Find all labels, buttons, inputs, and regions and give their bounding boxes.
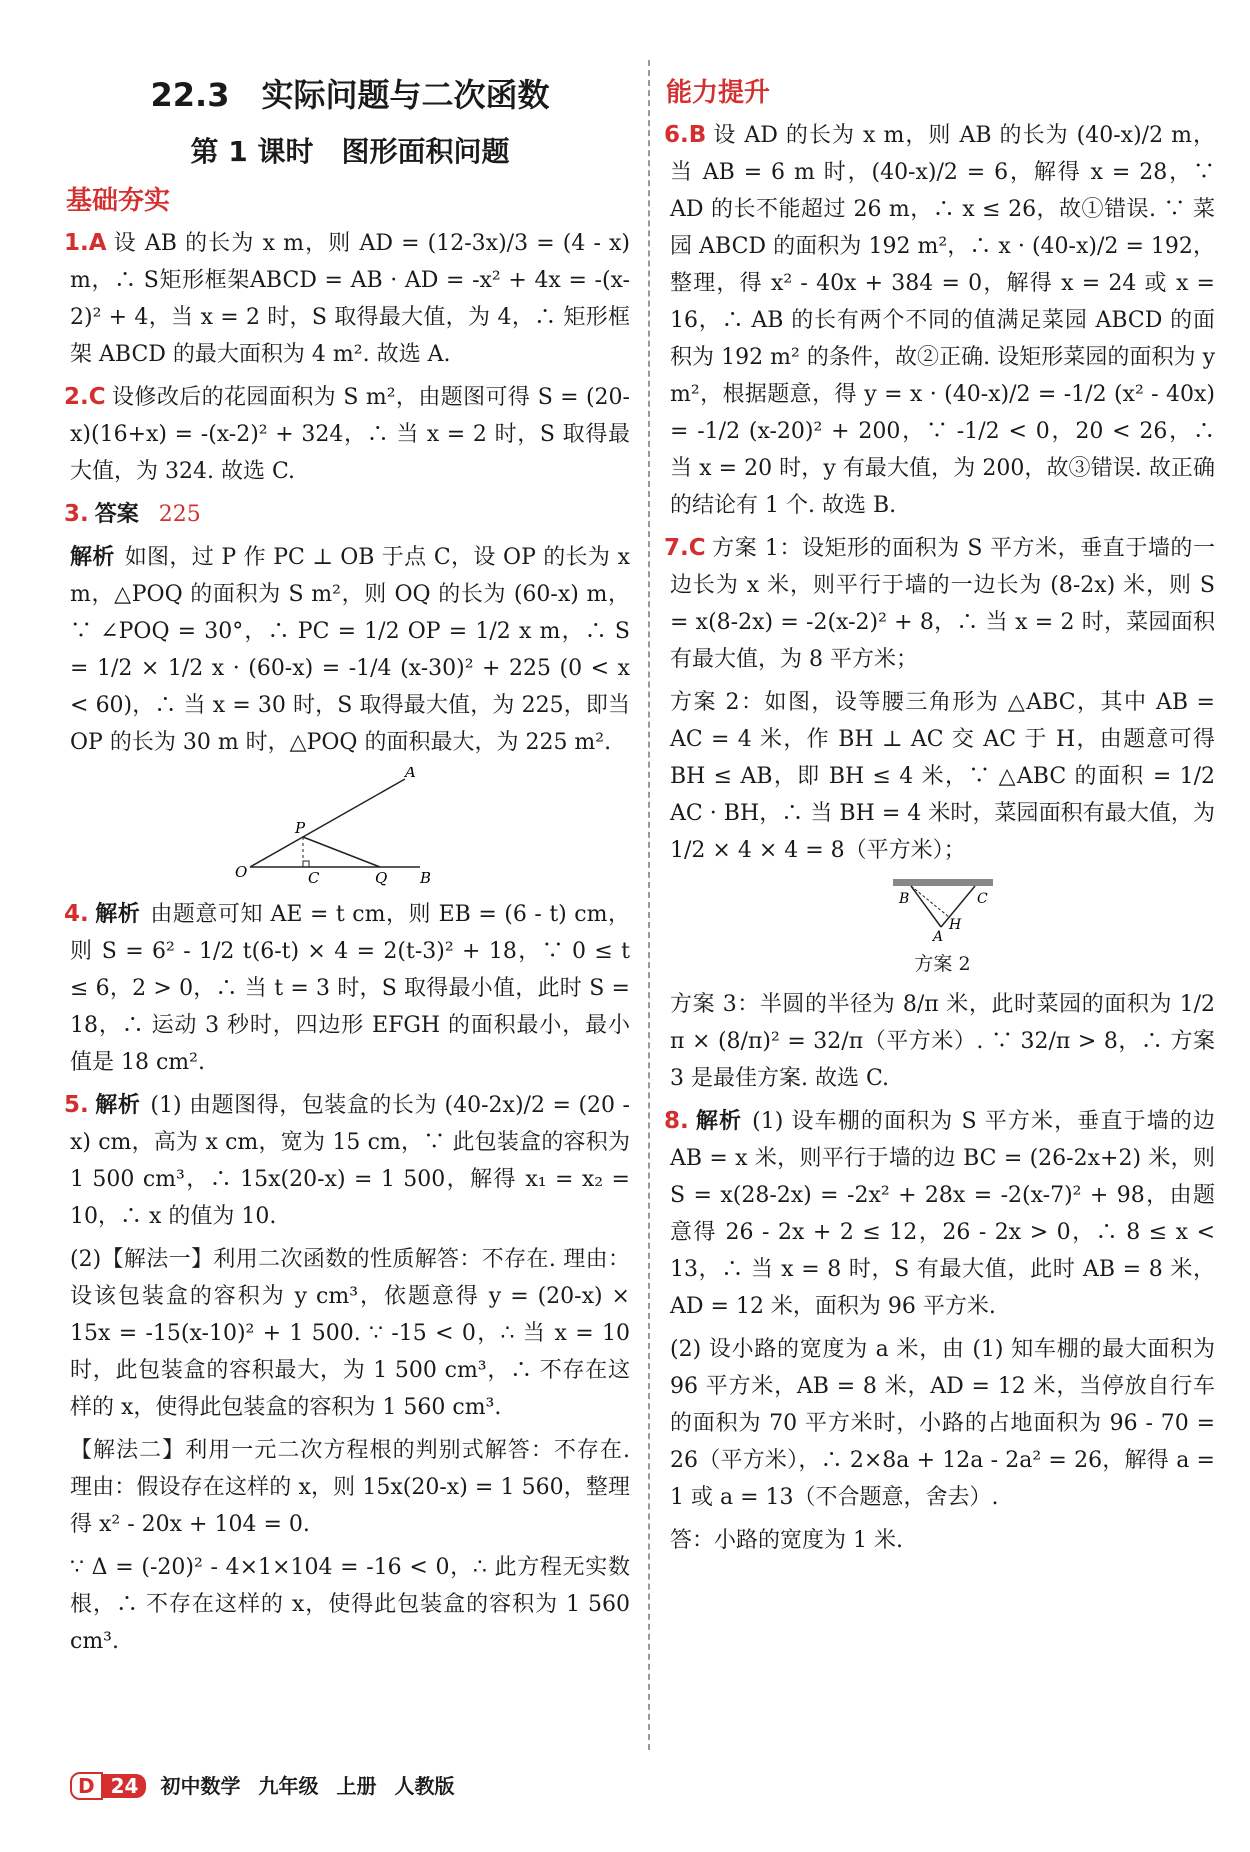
question-7-text-1: 方案 1：设矩形的面积为 S 平方米，垂直于墙的一边长为 x 米，则平行于墙的一边长为 (8-2x) 米，则 S = x(8-2x) = -2(x-2)² + 8，∴ 当 x = 2 时，菜园面积有最大值，为 8 平方米； [670, 536, 1215, 672]
fig7-label-b: B [898, 891, 909, 907]
question-1-number: 1.A [64, 230, 107, 256]
question-8-part1 [664, 1103, 1215, 1325]
page-title: 22.3 实际问题与二次函数 [150, 76, 550, 114]
question-3-answer-value: 225 [158, 502, 201, 527]
fig3-label-a: A [405, 767, 416, 781]
question-7-number: 7.C [664, 535, 706, 561]
fig7-label-a: A [932, 929, 943, 945]
question-1-text: 设 AB 的长为 x m，则 AD = (12-3x)/3 = (4 - x) m，∴ S矩形框架ABCD = AB · AD = -x² + 4x = -(x-2)² + 4，当 x = 2 时，S 取得最大值，为 4，∴ 矩形框架 ABCD 的最大面积为 4 m². 故选 A. [70, 231, 630, 367]
question-6 [664, 117, 1215, 524]
fig3-label-o: O [235, 863, 248, 881]
footer-grade: 九年级 [258, 1774, 319, 1798]
page-footer [70, 1770, 472, 1800]
question-8-text-1: (1) 设车棚的面积为 S 平方米，垂直于墙的边 AB = x 米，则平行于墙的边 BC = (26-2x+2) 米，则 S = x(28-2x) = -2x² + 28x = -2(x-7)² + 98，由题意得 26 - 2x + 2 ≤ 12，26 - 2x > 0，∴ 8 ≤ x < 13，∴ 当 x = 8 时，S 有最大值，此时 AB = 8 米，AD = 12 米，面积为 96 平方米. [670, 1109, 1215, 1319]
fig3-label-b: B [420, 869, 432, 887]
question-4 [64, 896, 630, 1081]
fig3-label-q: Q [375, 869, 388, 887]
question-2-text: 设修改后的花园面积为 S m²，由题图可得 S = (20-x)(16+x) = -(x-2)² + 324，∴ 当 x = 2 时，S 取得最大值，为 324. 故选 C. [70, 385, 630, 484]
answer-tag: 答案 [94, 502, 139, 527]
question-2 [64, 379, 630, 490]
figure-plan-2 [883, 875, 1003, 945]
question-3-number: 3. [64, 501, 89, 527]
question-3-analysis [70, 539, 630, 761]
question-8-part2: (2) 设小路的宽度为 a 米，由 (1) 知车棚的最大面积为 96 平方米，AB = 8 米，AD = 12 米，当停放自行车的面积为 70 平方米时，小路的占地面积为 96 - 70 = 26（平方米），∴ 2×8a + 12a - 2a² = 26，解得 a = 1 或 a = 13（不合题意，舍去）. [670, 1337, 1215, 1510]
footer-badge: D [70, 1772, 103, 1800]
question-1 [64, 225, 630, 373]
question-3-answer [64, 496, 630, 533]
question-3-text: 如图，过 P 作 PC ⊥ OB 于点 C，设 OP 的长为 x m，△POQ 的面积为 S m²，则 OQ 的长为 (60-x) m，∵ ∠POQ = 30°，∴ PC = 1/2 OP = 1/2 x m，∴ S = 1/2 × 1/2 x · (60-x) = -1/4 (x-30)² + 225 (0 < x < 60)，∴ 当 x = 30 时，S 取得最大值，为 225，即当 OP 的长为 30 m 时，△POQ 的面积最大，为 225 m². [70, 545, 630, 755]
analysis-tag: 解析 [94, 902, 141, 927]
question-6-number: 6.B [664, 122, 707, 148]
fig3-label-p: P [295, 819, 306, 837]
footer-subject: 初中数学 [160, 1774, 241, 1798]
analysis-tag: 解析 [70, 545, 115, 570]
fig7-label-c: C [976, 891, 988, 907]
figure-triangle-poq [235, 767, 465, 892]
question-5-part1 [64, 1087, 630, 1235]
left-column [64, 60, 630, 1666]
question-4-text: 由题意可知 AE = t cm，则 EB = (6 - t) cm，则 S = 6² - 1/2 t(6-t) × 4 = 2(t-3)² + 18，∵ 0 ≤ t ≤ 6，2 > 0，∴ 当 t = 3 时，S 取得最小值，此时 S = 18，∴ 运动 3 秒时，四边形 EFGH 的面积最小，最小值是 18 cm². [70, 902, 630, 1075]
question-2-number: 2.C [64, 384, 106, 410]
page-subtitle: 第 1 课时 图形面积问题 [190, 135, 510, 168]
fig3-label-c: C [308, 869, 320, 887]
analysis-tag: 解析 [694, 1109, 743, 1134]
column-divider [648, 60, 650, 1750]
question-7-plan2: 方案 2：如图，设等腰三角形为 △ABC，其中 AB = AC = 4 米，作 BH ⊥ AC 交 AC 于 H，由题意可得 BH ≤ AB，即 BH ≤ 4 米，∵ △ABC 的面积 = 1/2 AC · BH，∴ 当 BH = 4 米时，菜园面积有最大值，为 1/2 × 4 × 4 = 8（平方米）； [670, 690, 1215, 863]
question-8-answer: 答：小路的宽度为 1 米. [670, 1528, 903, 1553]
question-5-part4: ∵ Δ = (-20)² - 4×1×104 = -16 < 0，∴ 此方程无实数根，∴ 不存在这样的 x，使得此包装盒的容积为 1 560 cm³. [70, 1555, 630, 1654]
fig7-label-h: H [948, 917, 961, 933]
figure-plan-2-caption: 方案 2 [914, 953, 971, 975]
question-8-number: 8. [664, 1108, 689, 1134]
page-number: 24 [103, 1774, 147, 1798]
section-advanced: 能力提升 [666, 78, 771, 108]
question-7-plan3: 方案 3：半圆的半径为 8/π 米，此时菜园的面积为 1/2 π × (8/π)² = 32/π（平方米）. ∵ 32/π > 8，∴ 方案 3 是最佳方案. 故选 C. [670, 992, 1215, 1091]
footer-volume: 上册 [336, 1774, 377, 1798]
right-column [664, 60, 1215, 1565]
question-7-plan1 [664, 530, 1215, 678]
question-5-text-1: (1) 由题图得，包装盒的长为 (40-2x)/2 = (20 - x) cm，高为 x cm，宽为 15 cm，∵ 此包装盒的容积为 1 500 cm³，∴ 15x(20-x) = 1 500，解得 x₁ = x₂ = 10，∴ x 的值为 10. [70, 1093, 630, 1229]
section-basic: 基础夯实 [66, 186, 171, 216]
analysis-tag: 解析 [94, 1093, 141, 1118]
question-6-text: 设 AD 的长为 x m，则 AB 的长为 (40-x)/2 m，当 AB = 6 m 时，(40-x)/2 = 6，解得 x = 28，∵ AD 的长不能超过 26 m，∴ x ≤ 26，故①错误. ∵ 菜园 ABCD 的面积为 192 m²，∴ x · (40-x)/2 = 192，整理，得 x² - 40x + 384 = 0，解得 x = 24 或 x = 16，∴ AB 的长有两个不同的值满足菜园 ABCD 的面积为 192 m² 的条件，故②正确. 设矩形菜园的面积为 y m²，根据题意，得 y = x · (40-x)/2 = -1/2 (x² - 40x) = -1/2 (x-20)² + 200，∵ -1/2 < 0，20 < 26，∴ 当 x = 20 时，y 有最大值，为 200，故③错误. 故正确的结论有 1 个. 故选 B. [670, 123, 1215, 518]
question-5-part3: 【解法二】利用一元二次方程根的判别式解答：不存在. 理由：假设存在这样的 x，则 15x(20-x) = 1 560，整理得 x² - 20x + 104 = 0. [70, 1438, 630, 1537]
question-5-number: 5. [64, 1092, 89, 1118]
footer-edition: 人教版 [394, 1774, 455, 1798]
question-4-number: 4. [64, 901, 89, 927]
question-5-part2: (2)【解法一】利用二次函数的性质解答：不存在. 理由：设该包装盒的容积为 y cm³，依题意得 y = (20-x) × 15x = -15(x-10)² + 1 500. ∵ -15 < 0，∴ 当 x = 10 时，此包装盒的容积最大，为 1 500 cm³，∴ 不存在这样的 x，使得此包装盒的容积为 1 560 cm³. [70, 1247, 630, 1420]
